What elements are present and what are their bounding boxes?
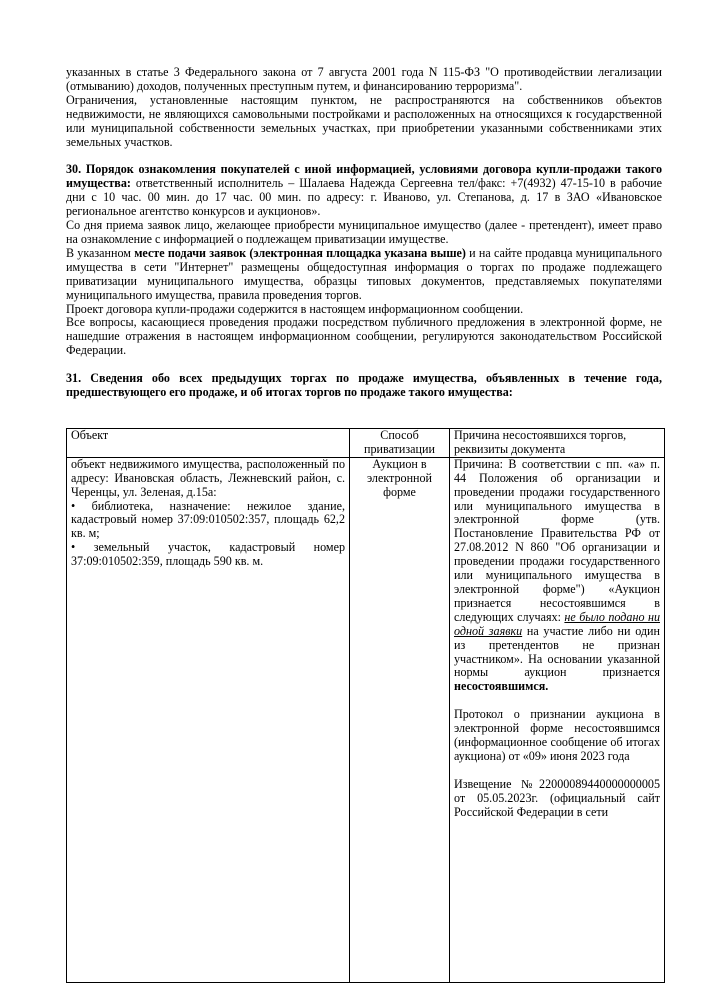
table-row: [67, 457, 665, 982]
reason-part-1: Причина: В соответствии с пп. «а» п. 44 Положения об организации и проведении продажи государственного или муниципального имущества в электронной форме (утв. Постановление Правительства РФ от 27.08.2012 N 860 "Об организации и проведении продажи государственного или муниципального имущества в электронной форме") «Аукцион признается несостоявшимся в следующих случаях:: [454, 456, 660, 624]
notice-text: Извещение №22000089440000000005 от 05.05.2023г. (официальный сайт Российской Федерации в сети: [454, 776, 660, 819]
section-30-paragraph-5: Все вопросы, касающиеся проведения продажи посредством публичного предложения в электронной форме, не нашедшие отражения в настоящем информационном сообщении, регулируются законодательством Российской Федерации.: [66, 315, 662, 358]
section-31-heading: 31. Сведения обо всех предыдущих торгах по продаже имущества, объявленных в течение года, предшествующего его продаже, и об итогах торгов по продаже такого имущества:: [66, 371, 662, 400]
intro-paragraph-1: указанных в статье 3 Федерального закона от 7 августа 2001 года N 115-ФЗ "О противодействии легализации (отмыванию) доходов, полученных преступным путем, и финансированию терроризма".: [66, 65, 662, 93]
header-reason: Причина несостоявшихся торгов, реквизиты документа: [450, 429, 665, 458]
section-30-paragraph-1: [66, 163, 662, 219]
header-object: Объект: [67, 429, 350, 458]
reason-bold: несостоявшимся.: [454, 679, 549, 694]
reason-cell: [450, 457, 665, 982]
intro-paragraph-2: Ограничения, установленные настоящим пунктом, не распространяются на собственников объектов недвижимости, не являющихся самовольными постройками и расположенных на относящихся к государственной или муниципальной собственности земельных участках, при приобретении указанными собственниками этих земельных участков.: [66, 92, 662, 149]
object-description: объект недвижимого имущества, расположенный по адресу: Ивановская область, Лежневский район, с. Черенцы, ул. Зеленая, д.15а:: [71, 456, 345, 499]
section-30-paragraph-3: [66, 247, 662, 303]
section-30-contact: ответственный исполнитель – Шалаева Надежда Сергеевна тел/факс: +7(4932) 47-15-10 в рабочие дни с 10 час. 00 мин. до 17 час. 00 мин. по адресу: г. Иваново, ул. Степанова, д. 17 в ЗАО «Ивановское региональное агентство конкурсов и аукционов».: [66, 176, 662, 219]
protocol-text: Протокол о признании аукциона в электронной форме несостоявшимся (информационное сообщение об итогах аукциона) от «09» июня 2023 года: [454, 707, 660, 763]
bullet-text: земельный участок, кадастровый номер 37:09:010502:359, площадь 590 кв. м.: [71, 540, 345, 569]
object-cell: [67, 457, 350, 982]
reason-text: [454, 458, 660, 694]
object-bullet-library: [71, 500, 345, 542]
section-30-p3-bold: месте подачи заявок (электронная площадка указана выше): [134, 245, 466, 260]
section-30-p3-end: и на сайте продавца муниципального имущества в сети "Интернет" размещены общедоступная информация о торгах по продаже подлежащего приватизации муниципального имущества, образцы типовых документов, представляемых покупателями муниципального имущества, правила проведения торгов.: [66, 245, 662, 302]
reason-underlined: не было подано ни одной заявки: [454, 609, 660, 638]
bullet-icon: •: [71, 498, 76, 513]
bullet-icon: •: [71, 540, 76, 555]
section-30-paragraph-2: Со дня приема заявок лицо, желающее приобрести муниципальное имущество (далее - претендент), имеет право на ознакомление с информацией о подлежащем приватизации имуществе.: [66, 218, 662, 246]
header-method: Способ приватизации: [350, 429, 450, 458]
object-bullet-land: [71, 541, 345, 569]
section-30-paragraph-4: Проект договора купли-продажи содержится в настоящем информационном сообщении.: [66, 301, 524, 316]
section-30-heading: 30. Порядок ознакомления покупателей с иной информацией, условиями договора купли-продажи такого имущества:: [66, 162, 662, 191]
section-30-p3-start: В указанном: [66, 245, 135, 260]
method-cell: Аукцион в электронной форме: [350, 457, 450, 982]
document-body: [66, 66, 662, 400]
bullet-text: библиотека, назначение: нежилое здание, кадастровый номер 37:09:010502:357, площадь 62,2 кв. м;: [71, 498, 345, 541]
table-header-row: [67, 429, 665, 458]
reason-part-2: на участие либо ни один из претендентов не признан участником». На основании указанной нормы аукцион признается: [454, 623, 660, 680]
previous-auctions-table: [66, 428, 665, 983]
